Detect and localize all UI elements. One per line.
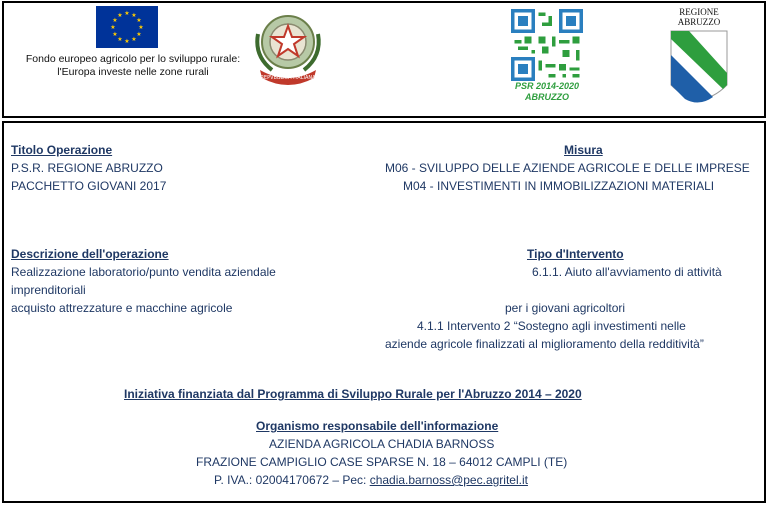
svg-text:★: ★ (110, 24, 116, 31)
descrizione-line-3: acquisto attrezzature e macchine agricole (11, 301, 233, 315)
titolo-line-2: PACCHETTO GIOVANI 2017 (11, 179, 167, 193)
organismo-line-2: FRAZIONE CAMPIGLIO CASE SPARSE N. 18 – 64012 CAMPLI (TE) (196, 455, 568, 469)
titolo-line-1: P.S.R. REGIONE ABRUZZO (11, 161, 163, 175)
organismo-heading: Organismo responsabile dell'informazione (256, 419, 499, 433)
organismo-contact (214, 473, 528, 488)
psr-caption-line-2: ABRUZZO (525, 92, 569, 102)
svg-text:★: ★ (124, 10, 130, 17)
italian-republic-emblem-icon (250, 6, 326, 86)
emblem-ribbon-text: REPVBBLICA ITALIANA (260, 75, 316, 81)
eu-text-line-1: Fondo europeo agricolo per lo sviluppo rurale: (25, 53, 241, 65)
svg-text:★: ★ (112, 31, 118, 38)
svg-text:★: ★ (136, 31, 142, 38)
svg-text:★: ★ (136, 17, 142, 24)
eu-flag-icon (96, 6, 158, 48)
svg-text:★: ★ (117, 36, 123, 43)
svg-text:★: ★ (124, 38, 130, 45)
svg-text:★: ★ (131, 36, 137, 43)
descrizione-heading: Descrizione dell'operazione (11, 247, 169, 261)
pec-email-link[interactable]: chadia.barnoss@pec.agritel.it (369, 473, 528, 487)
svg-text:★: ★ (138, 24, 144, 31)
psr-qr-block (509, 9, 585, 111)
svg-text:★: ★ (117, 12, 123, 19)
info-panel (2, 121, 766, 503)
regione-abruzzo-logo (664, 7, 734, 107)
psr-caption-line-1: PSR 2014-2020 (514, 81, 580, 91)
regione-shield-icon (669, 29, 729, 107)
descrizione-line-2: imprenditoriali (11, 283, 86, 297)
header-banner (2, 1, 766, 118)
svg-text:★: ★ (112, 17, 118, 24)
svg-text:★: ★ (131, 12, 137, 19)
misura-line-1: M06 - SVILUPPO DELLE AZIENDE AGRICOLE E DELLE IMPRESE (385, 161, 750, 175)
tipo-heading: Tipo d'Intervento (527, 247, 624, 261)
tipo-line-1: 6.1.1. Aiuto all'avviamento di attività (532, 265, 722, 279)
tipo-line-4: aziende agricole finalizzati al miglioramento della redditività” (385, 337, 704, 351)
iniziativa-text: Iniziativa finanziata dal Programma di Sviluppo Rurale per l'Abruzzo 2014 – 2020 (124, 387, 582, 401)
piva-text: P. IVA.: 02004170672 – Pec: (214, 473, 370, 487)
qr-code-icon (511, 9, 583, 81)
misura-heading: Misura (564, 143, 603, 157)
organismo-line-1: AZIENDA AGRICOLA CHADIA BARNOSS (269, 437, 495, 451)
tipo-line-3: 4.1.1 Intervento 2 “Sostegno agli investimenti nelle (417, 319, 686, 333)
eu-fund-text (18, 53, 248, 79)
descrizione-line-1: Realizzazione laboratorio/punto vendita aziendale (11, 265, 276, 279)
eu-text-line-2: l'Europa investe nelle zone rurali (57, 66, 209, 78)
regione-name-line-1: REGIONE (679, 7, 719, 17)
regione-name-line-2: ABRUZZO (677, 17, 721, 27)
tipo-line-2: per i giovani agricoltori (505, 301, 626, 315)
misura-line-2: M04 - INVESTIMENTI IN IMMOBILIZZAZIONI MATERIALI (403, 179, 715, 193)
titolo-heading: Titolo Operazione (11, 143, 113, 157)
